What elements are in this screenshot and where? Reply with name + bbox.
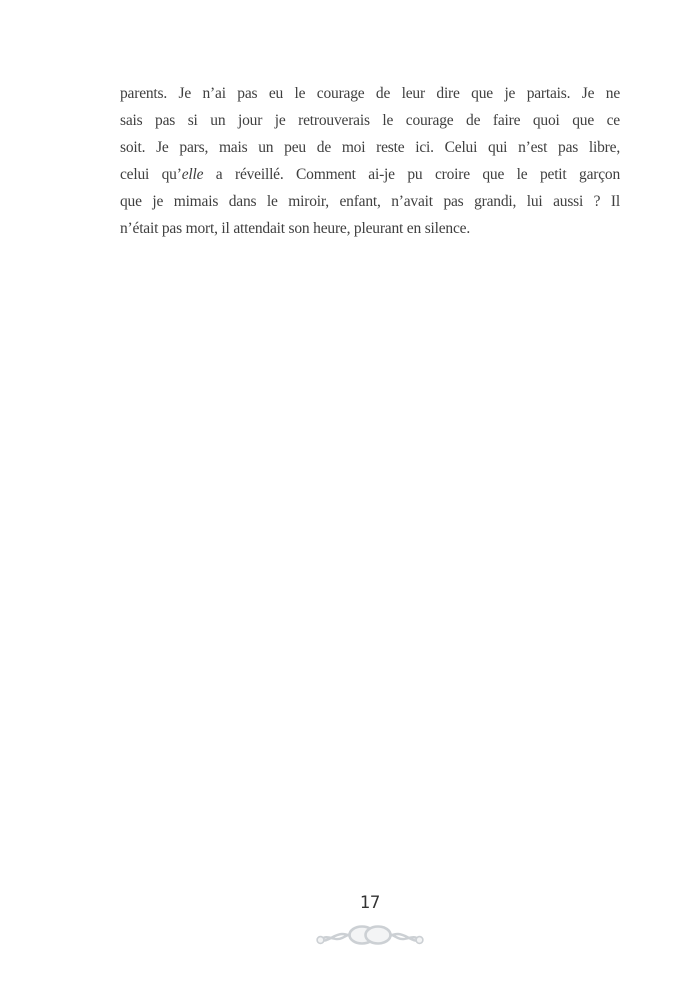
line-text: a réveillé. Comment ai-je pu croire que le petit garçon [203,166,621,183]
line-text: sais pas si un jour je retrouverais le courage de faire quoi que ce [120,112,620,129]
italic-word: elle [181,166,204,183]
body-paragraph [120,80,620,242]
ornament-interlocked-rings [350,927,391,944]
page-number: 17 [359,893,381,913]
paragraph-line [120,188,620,215]
paragraph-line [120,134,620,161]
chain-ornament-icon [120,921,620,951]
paragraph-line [120,215,620,242]
paragraph-line [120,161,620,188]
line-text: n’était pas mort, il attendait son heure, pleurant en silence. [120,220,471,237]
line-text: soit. Je pars, mais un peu de moi reste ici. Celui qui n’est pas libre, [120,139,620,156]
paragraph-line [120,107,620,134]
line-text: que je mimais dans le miroir, enfant, n’avait pas grandi, lui aussi ? Il [120,193,620,210]
line-text: celui qu’ [120,166,182,183]
paragraph-line [120,80,620,107]
line-text: parents. Je n’ai pas eu le courage de leur dire que je partais. Je ne [120,85,620,102]
